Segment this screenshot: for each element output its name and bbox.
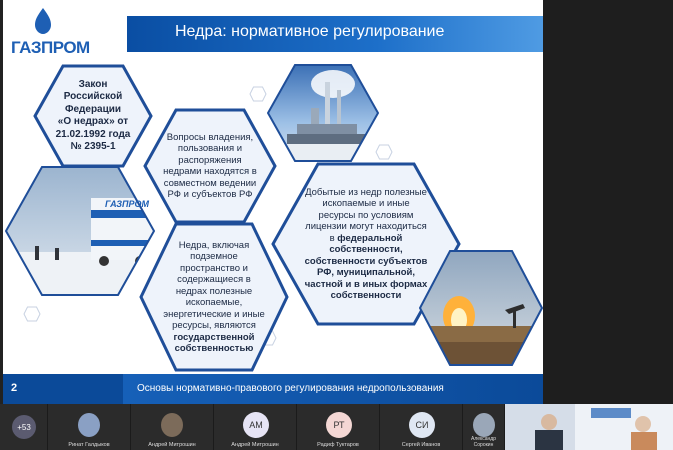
page-number: 2 — [11, 382, 18, 394]
law-text: Закон Российской Федерации «О недрах» от 21.02.1992 года № 2395-1 — [55, 78, 131, 152]
slide-header — [3, 0, 543, 62]
presentation-slide — [3, 0, 543, 404]
more-participants-count[interactable]: +53 — [12, 415, 36, 439]
decor-hexagon — [23, 306, 41, 322]
participant-name: Андрей Митрошин — [231, 442, 279, 448]
right-panel — [546, 0, 673, 404]
truck-image — [5, 166, 155, 296]
decor-hexagon — [249, 86, 267, 102]
participant-tile[interactable] — [380, 404, 463, 450]
participant-avatar: СИ — [409, 412, 435, 438]
slide-content — [3, 62, 543, 374]
participant-name: Александр Сорокин — [470, 436, 497, 448]
participant-avatar: АМ — [243, 412, 269, 438]
state-property-text: Недра, включая подземное пространство и содержащиеся в недрах полезные ископаемые, энергетические и иные ресурсы, являются государственной собственностью — [163, 239, 265, 354]
slide-title: Недра: нормативное регулирование — [175, 23, 445, 40]
hex-law — [33, 64, 153, 168]
participant-avatar: РТ — [326, 412, 352, 438]
refinery-image — [267, 64, 379, 162]
participant-tile[interactable] — [214, 404, 297, 450]
resources-text: Добытые из недр полезные ископаемые и иные ресурсы по условиям лицензии могут находиться в федеральной собственности, собственности субъектов РФ, муниципальной, частной и в иных формах собственности — [304, 186, 428, 301]
hex-state-property — [139, 222, 289, 372]
participant-avatar — [78, 413, 100, 437]
oilfield-image — [419, 250, 543, 366]
title-bar — [127, 16, 543, 52]
gazprom-logo — [11, 8, 123, 58]
hex-photo-truck — [5, 166, 155, 296]
hex-photo-refinery — [267, 64, 379, 162]
participant-name: Ринат Галдыков — [68, 442, 110, 448]
participant-tile[interactable] — [463, 404, 505, 450]
slide-footer — [3, 374, 543, 404]
ownership-text: Вопросы владения, пользования и распоряжения недрами находятся в совместном ведении РФ и субъектов РФ — [163, 131, 257, 200]
speaker-video-image — [505, 404, 673, 450]
participant-tile[interactable] — [131, 404, 214, 450]
hex-ownership — [143, 108, 277, 224]
footer-strip — [123, 374, 543, 404]
truck-logo-text: ГАЗПРОМ — [105, 199, 149, 209]
participant-tile[interactable] — [297, 404, 380, 450]
footer-text: Основы нормативно-правового регулирования недропользования — [137, 383, 444, 394]
flame-icon — [33, 8, 53, 34]
participant-tile[interactable] — [48, 404, 131, 450]
participant-avatar — [473, 413, 495, 437]
speaker-video[interactable] — [505, 404, 673, 450]
participant-name: Радиф Туктаров — [317, 442, 359, 448]
participant-avatar — [161, 413, 183, 437]
more-participants-tile[interactable] — [0, 404, 48, 450]
hex-photo-oilfield — [419, 250, 543, 366]
participant-name: Андрей Митрошин — [148, 442, 196, 448]
logo-text: ГАЗПРОМ — [11, 38, 90, 57]
participant-name: Сергей Иванов — [401, 442, 441, 448]
